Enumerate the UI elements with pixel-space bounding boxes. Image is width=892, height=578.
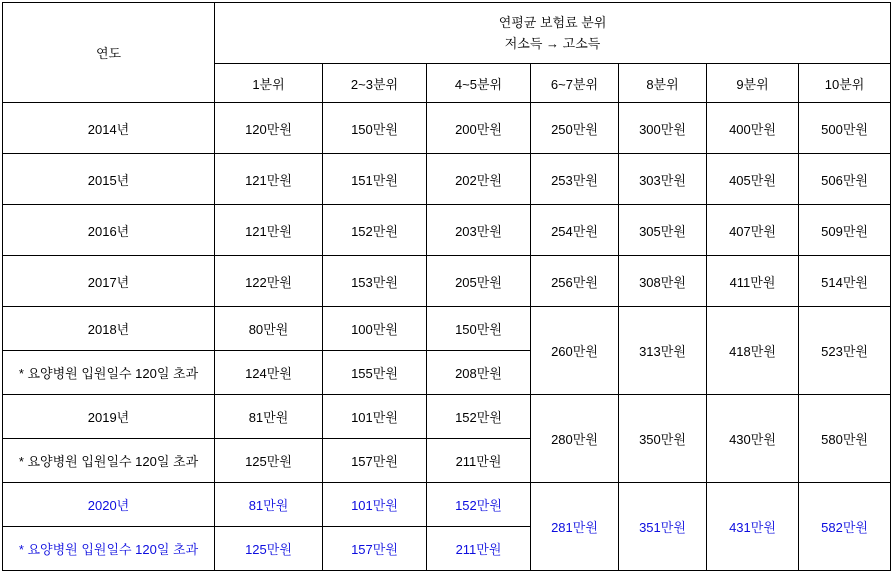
cell-value: 305만원 <box>619 205 707 256</box>
cell-value: 260만원 <box>531 307 619 395</box>
header-bracket-1: 1분위 <box>215 64 323 103</box>
sheet-container <box>0 2 892 578</box>
cell-value: 506만원 <box>799 154 891 205</box>
cell-value: 211만원 <box>427 527 531 571</box>
cell-value: 500만원 <box>799 103 891 154</box>
table-row <box>3 395 891 439</box>
header-bracket-2: 2~3분위 <box>323 64 427 103</box>
cell-value: 81만원 <box>215 395 323 439</box>
cell-value: 157만원 <box>323 527 427 571</box>
cell-value: 431만원 <box>707 483 799 571</box>
header-bracket-title-line1: 연평균 보험료 분위 <box>498 15 607 30</box>
cell-value: 203만원 <box>427 205 531 256</box>
cell-value: 580만원 <box>799 395 891 483</box>
cell-value: 253만원 <box>531 154 619 205</box>
cell-value: 120만원 <box>215 103 323 154</box>
row-year-label: 2016년 <box>3 205 215 256</box>
row-year-label: 2014년 <box>3 103 215 154</box>
cell-value: 80만원 <box>215 307 323 351</box>
cell-value: 81만원 <box>215 483 323 527</box>
row-note-label: * 요양병원 입원일수 120일 초과 <box>3 351 215 395</box>
cell-value: 430만원 <box>707 395 799 483</box>
cell-value: 407만원 <box>707 205 799 256</box>
cell-value: 208만원 <box>427 351 531 395</box>
table-row <box>3 154 891 205</box>
table-row <box>3 256 891 307</box>
row-year-label: 2019년 <box>3 395 215 439</box>
cell-value: 100만원 <box>323 307 427 351</box>
cell-value: 418만원 <box>707 307 799 395</box>
cell-value: 523만원 <box>799 307 891 395</box>
row-note-label: * 요양병원 입원일수 120일 초과 <box>3 439 215 483</box>
cell-value: 101만원 <box>323 483 427 527</box>
cell-value: 101만원 <box>323 395 427 439</box>
row-year-label: 2018년 <box>3 307 215 351</box>
table-row <box>3 103 891 154</box>
cell-value: 125만원 <box>215 439 323 483</box>
cell-value: 150만원 <box>323 103 427 154</box>
row-year-label: 2015년 <box>3 154 215 205</box>
row-year-label: 2020년 <box>3 483 215 527</box>
cell-value: 152만원 <box>427 483 531 527</box>
cell-value: 400만원 <box>707 103 799 154</box>
cell-value: 121만원 <box>215 205 323 256</box>
cell-value: 121만원 <box>215 154 323 205</box>
cell-value: 211만원 <box>427 439 531 483</box>
cell-value: 250만원 <box>531 103 619 154</box>
cell-value: 582만원 <box>799 483 891 571</box>
cell-value: 151만원 <box>323 154 427 205</box>
cell-value: 411만원 <box>707 256 799 307</box>
header-bracket-5: 8분위 <box>619 64 707 103</box>
table-row <box>3 307 891 351</box>
cell-value: 202만원 <box>427 154 531 205</box>
header-bracket-7: 10분위 <box>799 64 891 103</box>
cell-value: 150만원 <box>427 307 531 351</box>
header-bracket-title-line2: 저소득 → 고소득 <box>504 36 601 51</box>
cell-value: 125만원 <box>215 527 323 571</box>
cell-value: 200만원 <box>427 103 531 154</box>
cell-value: 350만원 <box>619 395 707 483</box>
header-bracket-3: 4~5분위 <box>427 64 531 103</box>
cell-value: 124만원 <box>215 351 323 395</box>
cell-value: 155만원 <box>323 351 427 395</box>
row-year-label: 2017년 <box>3 256 215 307</box>
header-bracket-4: 6~7분위 <box>531 64 619 103</box>
cell-value: 303만원 <box>619 154 707 205</box>
row-note-label: * 요양병원 입원일수 120일 초과 <box>3 527 215 571</box>
cell-value: 280만원 <box>531 395 619 483</box>
cell-value: 122만원 <box>215 256 323 307</box>
cell-value: 514만원 <box>799 256 891 307</box>
cell-value: 313만원 <box>619 307 707 395</box>
header-year-cell <box>3 3 215 103</box>
cell-value: 256만원 <box>531 256 619 307</box>
table-row <box>3 205 891 256</box>
cell-value: 205만원 <box>427 256 531 307</box>
cell-value: 405만원 <box>707 154 799 205</box>
cell-value: 351만원 <box>619 483 707 571</box>
cell-value: 152만원 <box>427 395 531 439</box>
table-header-row-title <box>3 3 891 64</box>
cell-value: 254만원 <box>531 205 619 256</box>
cell-value: 281만원 <box>531 483 619 571</box>
premium-bracket-table <box>2 2 891 571</box>
cell-value: 153만원 <box>323 256 427 307</box>
header-bracket-6: 9분위 <box>707 64 799 103</box>
cell-value: 157만원 <box>323 439 427 483</box>
cell-value: 509만원 <box>799 205 891 256</box>
header-year-label: 연도 <box>95 46 122 61</box>
table-row-highlighted <box>3 483 891 527</box>
cell-value: 300만원 <box>619 103 707 154</box>
cell-value: 152만원 <box>323 205 427 256</box>
cell-value: 308만원 <box>619 256 707 307</box>
header-bracket-title-cell <box>215 3 891 64</box>
